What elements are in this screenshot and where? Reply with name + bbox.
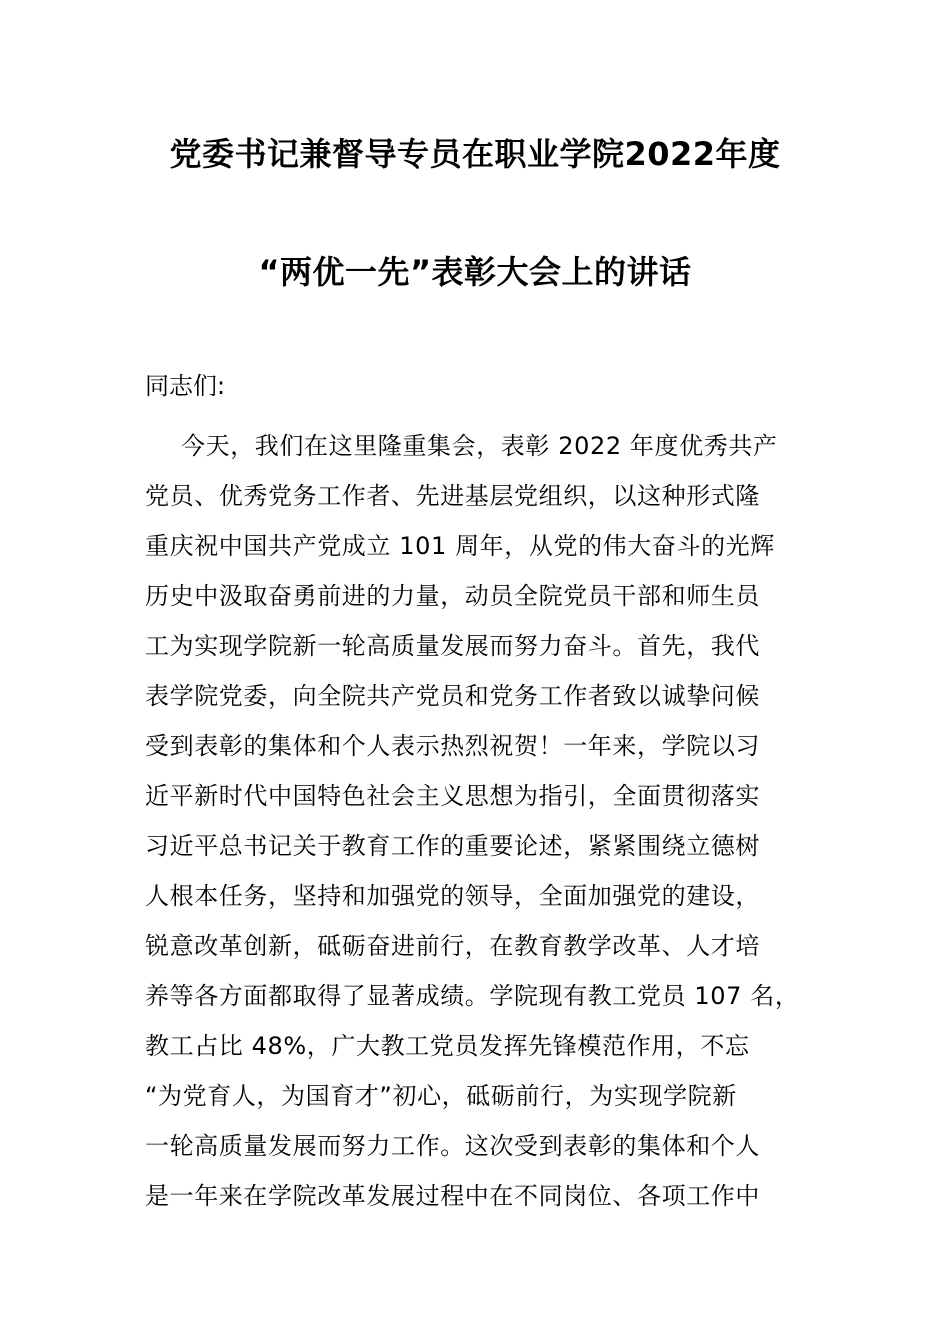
body-line: 是一年来在学院改革发展过程中在不同岗位、各项工作中 — [145, 1182, 760, 1210]
body-line: 党员、优秀党务工作者、先进基层党组织，以这种形式隆 — [145, 482, 760, 510]
document-title-line-1: 党委书记兼督导专员在职业学院2022年度 — [169, 135, 781, 173]
body-line: 近平新时代中国特色社会主义思想为指引，全面贯彻落实 — [145, 782, 760, 810]
body-line: 表学院党委，向全院共产党员和党务工作者致以诚挚问候 — [145, 682, 760, 710]
body-line: 历史中汲取奋勇前进的力量，动员全院党员干部和师生员 — [145, 582, 760, 610]
body-line: 一轮高质量发展而努力工作。这次受到表彰的集体和个人 — [145, 1132, 760, 1160]
body-line: 重庆祝中国共产党成立 101 周年，从党的伟大奋斗的光辉 — [145, 532, 775, 560]
body-line: 教工占比 48%，广大教工党员发挥先锋模范作用，不忘 — [145, 1032, 750, 1060]
body-line: 人根本任务，坚持和加强党的领导，全面加强党的建设， — [145, 882, 760, 910]
body-line: 养等各方面都取得了显著成绩。学院现有教工党员 107 名， — [145, 982, 800, 1010]
body-line: 锐意改革创新，砥砺奋进前行，在教育教学改革、人才培 — [145, 932, 760, 960]
salutation: 同志们: — [145, 372, 226, 400]
body-line: 受到表彰的集体和个人表示热烈祝贺！一年来，学院以习 — [145, 732, 760, 760]
body-line: 今天，我们在这里隆重集会，表彰 2022 年度优秀共产 — [181, 432, 778, 460]
body-text — [145, 426, 825, 1226]
document-title-line-2: “两优一先”表彰大会上的讲话 — [258, 253, 692, 291]
body-line: 习近平总书记关于教育工作的重要论述，紧紧围绕立德树 — [145, 832, 760, 860]
body-line: “为党育人，为国育才”初心，砥砺前行，为实现学院新 — [145, 1082, 737, 1110]
body-line: 工为实现学院新一轮高质量发展而努力奋斗。首先，我代 — [145, 632, 760, 660]
